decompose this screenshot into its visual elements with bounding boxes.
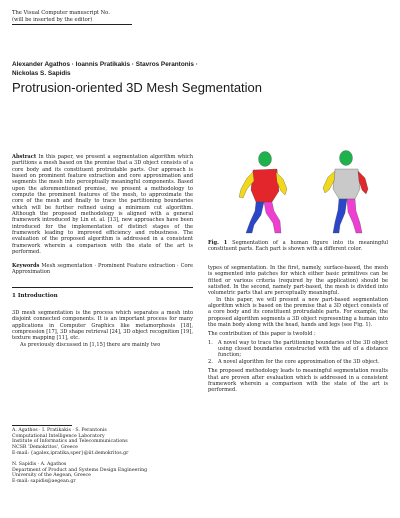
affiliation-2-email: E-mail: sapidis@aegean.gr (12, 479, 76, 485)
abstract-text: In this paper, we present a segmentation algorithm which partitions a mesh based on the premise that a 3D object consists of a core body and its constituent protrudable parts. Our approach is based on prominent feature extraction and core approximation and segments the mesh into perceptually meaningful components. Based upon the aforementioned premise, we present a methodology to compute the prominent features of the mesh, to approximate the core of the mesh and finally to trace the partitioning boundaries which will be further refined using a minimum cut algorithm. Although the proposed methodology is aligned with a general framework introduced by Lin et. al. [13], new approaches have been introduced for the implementation of distinct stages of the framework leading to improved efficiency and robustness. The evaluation of the proposed algorithm is addressed in a consistent framework wherein a comparison with the state of the art is performed. (12, 154, 193, 256)
author-line-2: Nickolas S. Sapidis (12, 70, 71, 77)
head-part (340, 151, 353, 166)
leg-part (246, 202, 264, 233)
contribution-item-2 (208, 359, 388, 365)
affiliation-1 (12, 428, 193, 457)
footnote-divider (12, 425, 72, 426)
caption-label: Fig. 1 (208, 240, 228, 246)
item-text: A novel algorithm for the core approximation of the 3D object. (218, 358, 380, 365)
leg-part (333, 199, 347, 233)
section-heading: 1 Introduction (12, 293, 58, 299)
introduction (12, 310, 193, 348)
affiliation-1-lab: Computational Intelligence Laboratory (12, 433, 105, 439)
item-number: 1. (208, 339, 213, 346)
leg-part (264, 202, 281, 233)
affiliation-2-univ: University of the Aegean, Greece (12, 473, 91, 479)
item-text: A novel way to trace the partitioning boundaries of the 3D object using closed boundaries constructed with the aid of a distance function; (218, 339, 388, 359)
contribution-item-1 (208, 340, 388, 359)
intro-paragraph-1: 3D mesh segmentation is the process which separates a mesh into disjoint connected components. It is an important process for many applications in Computer Graphics like metamorphosis [18], compression [17], 3D shape retrieval [24], 3D object recognition [19], texture mapping [11], etc. (12, 310, 193, 342)
intro-paragraph-2: As previously discussed in [1,15] there are mainly two (20, 341, 161, 348)
leg-part (347, 199, 362, 233)
right-paragraph-3: The proposed methodology leads to meaningful segmentation results that are proven after evaluation which is addressed in a consistent framework wherein a comparison with the state of the art is performed. (208, 368, 388, 394)
affiliation-2 (12, 462, 193, 485)
arm-part (358, 171, 368, 194)
caption-text: Segmentation of a human figure into its meaningful constituent parts. Each part is shown with a different color. (208, 240, 388, 253)
affiliation-2-dept: Department of Product and Systems Design Engineering (12, 467, 148, 473)
keywords-label: Keywords (12, 263, 40, 269)
abstract (12, 154, 193, 256)
author-line-1: Alexander Agathos · Ioannis Pratikakis · Stavros Perantonis · (12, 61, 198, 68)
figure-caption (208, 240, 388, 253)
author-list (12, 60, 292, 78)
right-paragraph-2: In this paper, we will present a new part-based segmentation algorithm which is based on the premise that a 3D object consists of a core body and its constituent protrudable parts. For example, the proposed algorithm segments a 3D object representing a human into the main body along with the head, hands and legs (see Fig. 1). (208, 296, 388, 329)
header-divider (12, 24, 132, 25)
affiliation-1-authors: A. Agathos · I. Pratikakis · S. Perantonis (12, 428, 107, 433)
abstract-label: Abstract (12, 154, 37, 160)
keywords (12, 263, 193, 276)
journal-header (12, 10, 110, 23)
item-number: 2. (208, 358, 213, 365)
torso-part (251, 169, 279, 202)
affiliation-2-authors: N. Sapidis · A. Agathos (12, 462, 67, 467)
journal-name: The Visual Computer manuscript No. (12, 10, 110, 16)
torso-part (333, 169, 360, 199)
arm-part (323, 171, 335, 193)
affiliation-1-org: NCSR 'Demokritos', Greece (12, 445, 78, 451)
paper-title: Protrusion-oriented 3D Mesh Segmentation (12, 80, 263, 95)
affiliation-1-institute: Institute of Informatics and Telecommunications (12, 439, 128, 445)
contribution-intro: The contribution of this paper is twofold : (208, 331, 316, 338)
figure-segmented-humans (208, 145, 388, 237)
affiliation-1-email: E-mail: {agalex,ipratika,sper}@iit.demokritos.gr (12, 450, 129, 456)
section-divider (12, 287, 193, 288)
journal-note: (will be inserted by the editor) (12, 16, 93, 23)
keywords-text: Mesh segmentation · Prominent Feature extraction · Core Approximation (12, 263, 194, 276)
head-part (259, 152, 272, 167)
right-column (208, 265, 388, 394)
right-paragraph-1: types of segmentation. In the first, namely, surface-based, the mesh is segmented into patches for which either basic primitives can be fitted or various criteria (required by the application) should be satisfied. In the second, namely part-based, the mesh is divided into volumetric parts that are perceptually meaningful. (208, 265, 388, 297)
figure-human-right (323, 151, 368, 234)
figure-human-left (239, 152, 287, 234)
